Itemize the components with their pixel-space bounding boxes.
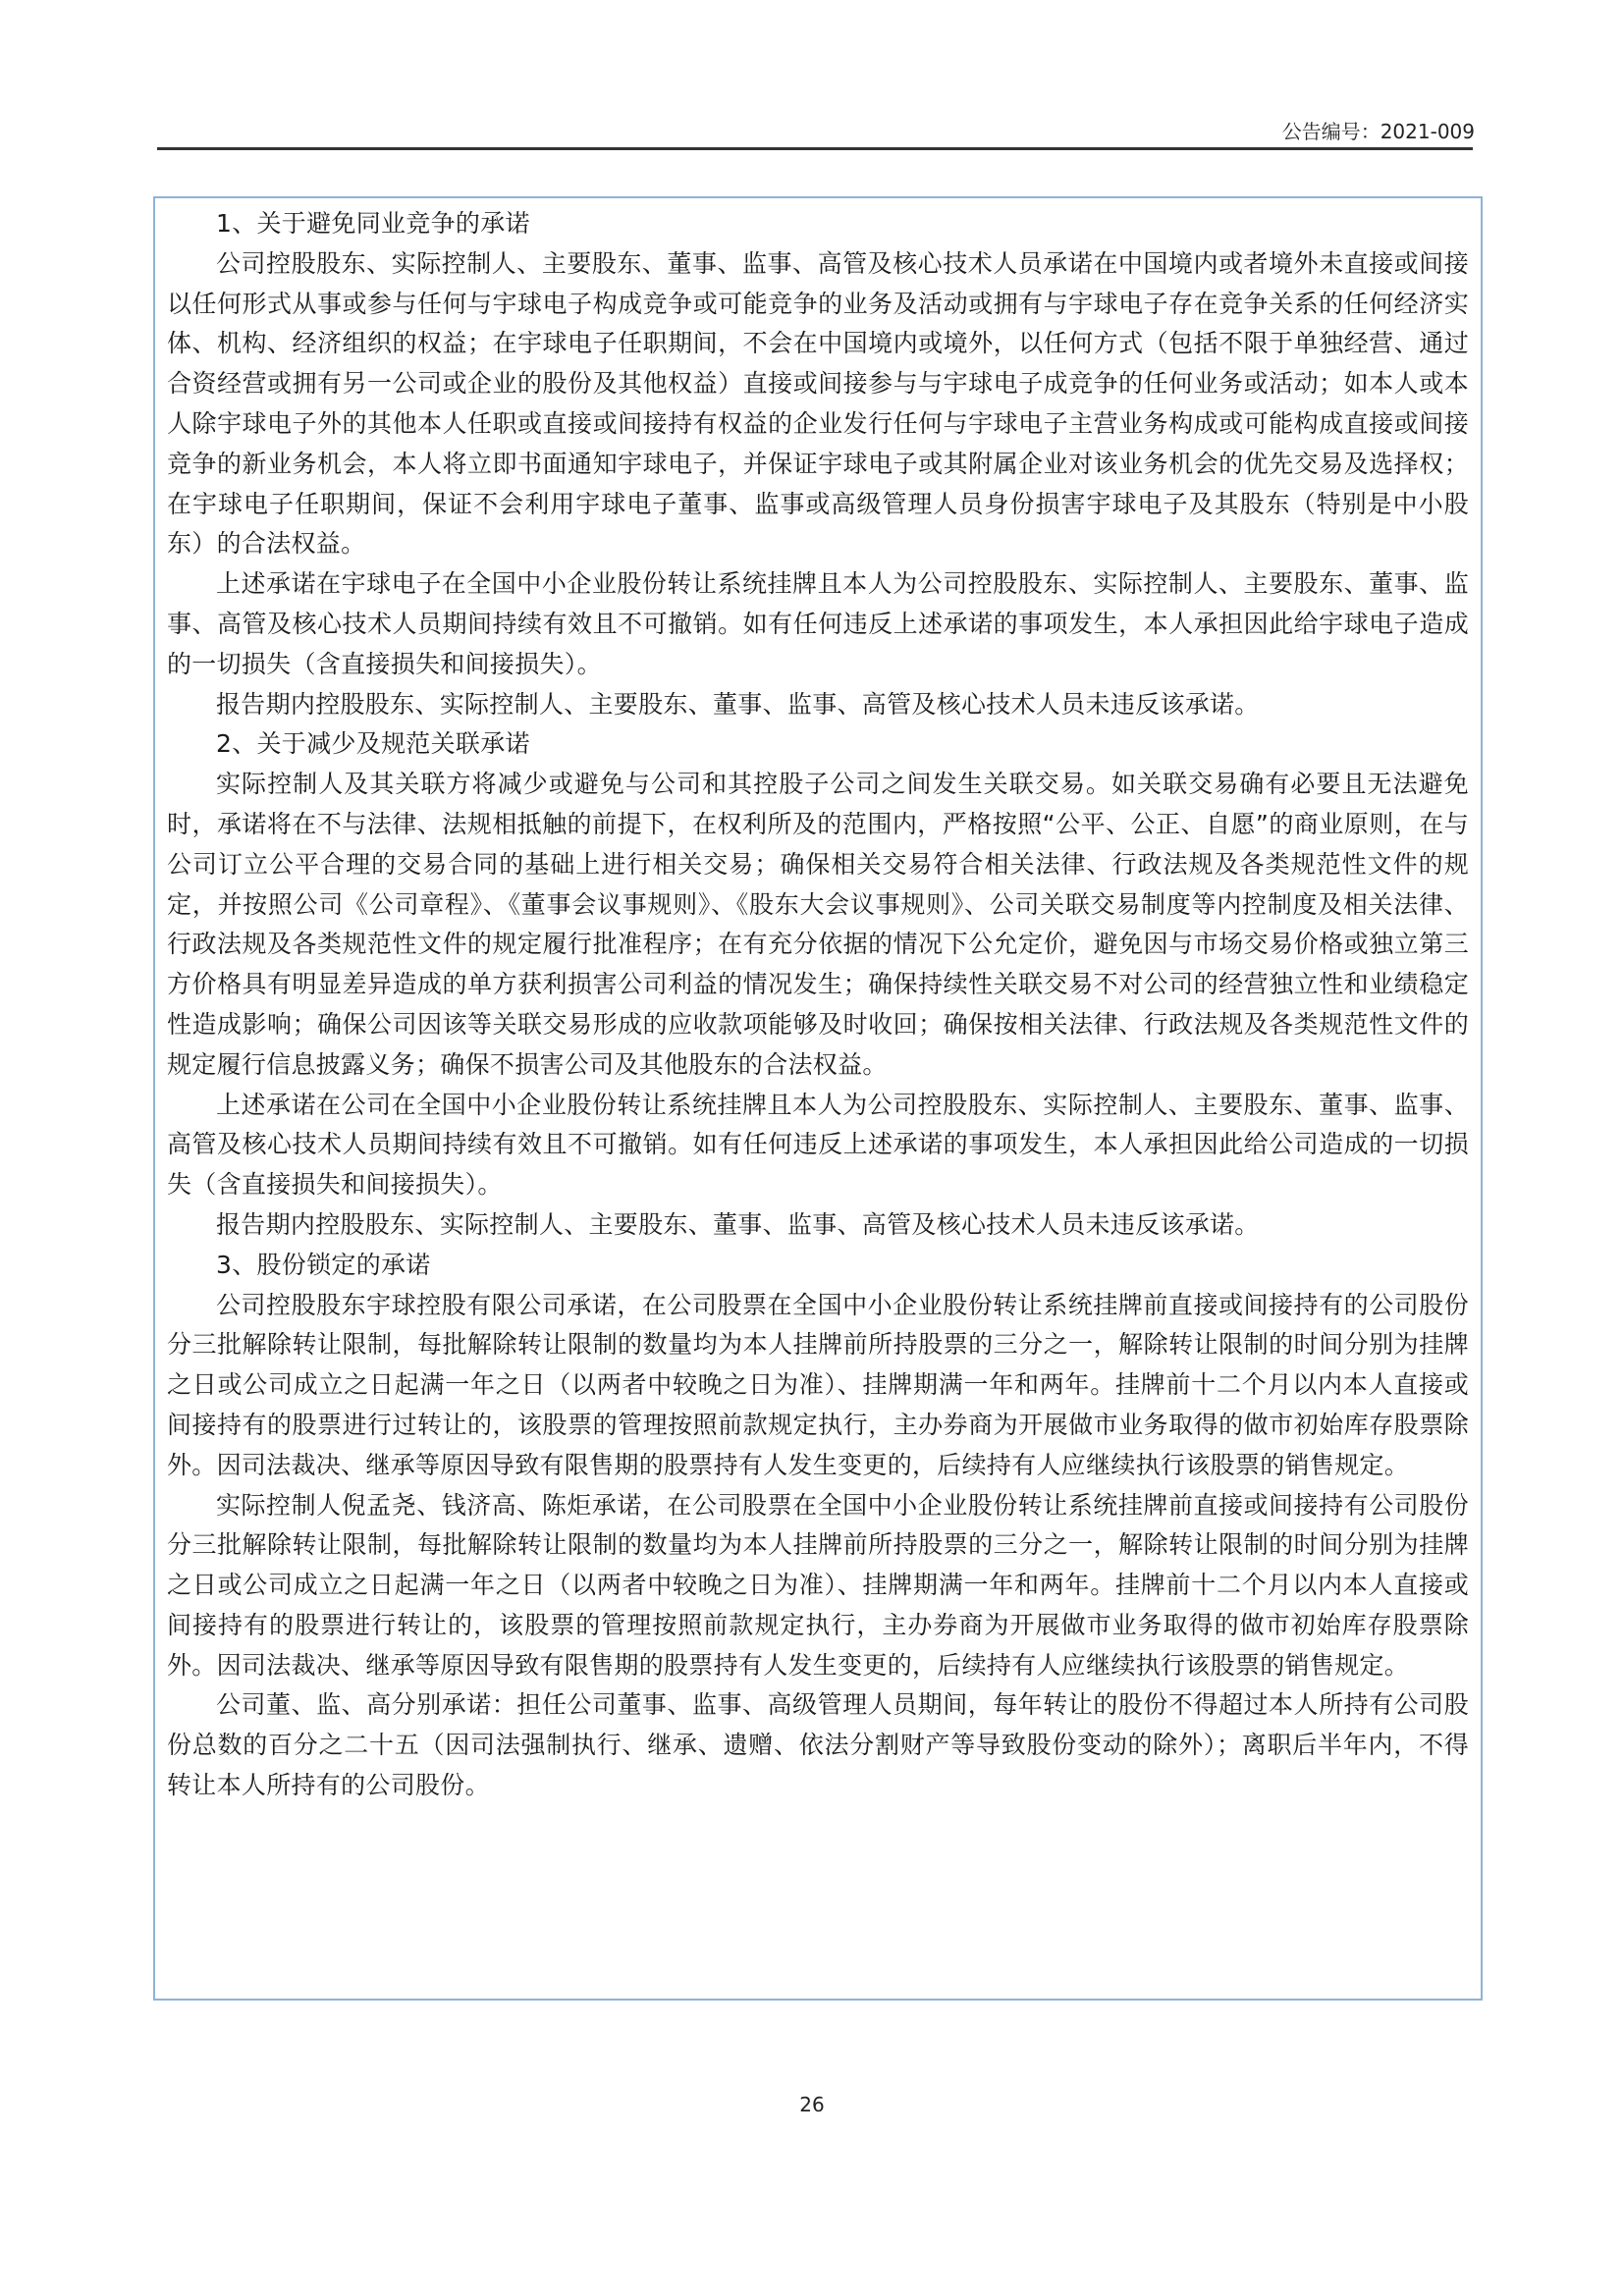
paragraph-related-transactions: 实际控制人及其关联方将减少或避免与公司和其控股子公司之间发生关联交易。如关联交易确有必要且无法避免时，承诺将在不与法律、法规相抵触的前提下，在权利所及的范围内，严格按照“公平、公正、自愿”的商业原则，在与公司订立公平合理的交易合同的基础上进行相关交易；确保相关交易符合相关法律、行政法规及各类规范性文件的规定，并按照公司《公司章程》、《董事会议事规则》、《股东大会议事规则》、公司关联交易制度等内控制度及相关法律、行政法规及各类规范性文件的规定履行批准程序；在有充分依据的情况下公允定价，避免因与市场交易价格或独立第三方价格具有明显差异造成的单方获利损害公司利益的情况发生；确保持续性关联交易不对公司的经营独立性和业绩稳定性造成影响；确保公司因该等关联交易形成的应收款项能够及时收回；确保按相关法律、行政法规及各类规范性文件的规定履行信息披露义务；确保不损害公司及其他股东的合法权益。 (167, 770, 1469, 1079)
paragraph-competition-compliance: 报告期内控股股东、实际控制人、主要股东、董事、监事、高管及核心技术人员未违反该承诺。 (216, 689, 1260, 719)
paragraph-related-compliance: 报告期内控股股东、实际控制人、主要股东、董事、监事、高管及核心技术人员未违反该承诺。 (216, 1209, 1260, 1239)
paragraph-competition-commitment: 公司控股股东、实际控制人、主要股东、董事、监事、高管及核心技术人员承诺在中国境内或者境外未直接或间接以任何形式从事或参与任何与宇球电子构成竞争或可能竞争的业务及活动或拥有与宇球电子存在竞争关系的任何经济实体、机构、经济组织的权益；在宇球电子任职期间，不会在中国境内或境外，以任何方式（包括不限于单独经营、通过合资经营或拥有另一公司或企业的股份及其他权益）直接或间接参与与宇球电子成竞争的任何业务或活动；如本人或本人除宇球电子外的其他本人任职或直接或间接持有权益的企业发行任何与宇球电子主营业务构成或可能构成直接或间接竞争的新业务机会，本人将立即书面通知宇球电子，并保证宇球电子或其附属企业对该业务机会的优先交易及选择权；在宇球电子任职期间，保证不会利用宇球电子董事、监事或高级管理人员身份损害宇球电子及其股东（特别是中小股东）的合法权益。 (167, 248, 1469, 559)
page-number: 26 (799, 2093, 825, 2116)
heading-competition-commitment: 1、关于避免同业竞争的承诺 (216, 209, 530, 238)
heading-related-transactions: 2、关于减少及规范关联承诺 (216, 729, 530, 759)
heading-share-lockup: 3、股份锁定的承诺 (216, 1250, 431, 1279)
commitments-text-box (153, 196, 1483, 2001)
paragraph-competition-validity: 上述承诺在宇球电子在全国中小企业股份转让系统挂牌且本人为公司控股股东、实际控制人、主要股东、董事、监事、高管及核心技术人员期间持续有效且不可撤销。如有任何违反上述承诺的事项发生，本人承担因此给宇球电子造成的一切损失（含直接损失和间接损失）。 (167, 569, 1469, 678)
paragraph-lockup-controlling-shareholder: 公司控股股东宇球控股有限公司承诺，在公司股票在全国中小企业股份转让系统挂牌前直接或间接持有的公司股份分三批解除转让限制，每批解除转让限制的数量均为本人挂牌前所持股票的三分之一，解除转让限制的时间分别为挂牌之日或公司成立之日起满一年之日（以两者中较晚之日为准）、挂牌期满一年和两年。挂牌前十二个月以内本人直接或间接持有的股票进行过转让的，该股票的管理按照前款规定执行，主办券商为开展做市业务取得的做市初始库存股票除外。因司法裁决、继承等原因导致有限售期的股票持有人发生变更的，后续持有人应继续执行该股票的销售规定。 (167, 1290, 1469, 1479)
paragraph-lockup-directors: 公司董、监、高分别承诺：担任公司董事、监事、高级管理人员期间，每年转让的股份不得超过本人所持有公司股份总数的百分之二十五（因司法强制执行、继承、遗赠、依法分割财产等导致股份变动的除外）；离职后半年内，不得转让本人所持有的公司股份。 (167, 1690, 1469, 1800)
announcement-code: 公告编号：2021-009 (1281, 120, 1475, 143)
header-divider (157, 147, 1473, 150)
paragraph-lockup-actual-controllers: 实际控制人倪孟尧、钱济高、陈炬承诺，在公司股票在全国中小企业股份转让系统挂牌前直接或间接持有公司股份分三批解除转让限制，每批解除转让限制的数量均为本人挂牌前所持股票的三分之一，解除转让限制的时间分别为挂牌之日或公司成立之日起满一年之日（以两者中较晚之日为准）、挂牌期满一年和两年。挂牌前十二个月以内本人直接或间接持有的股票进行转让的，该股票的管理按照前款规定执行，主办券商为开展做市业务取得的做市初始库存股票除外。因司法裁决、继承等原因导致有限售期的股票持有人发生变更的，后续持有人应继续执行该股票的销售规定。 (167, 1490, 1469, 1680)
paragraph-related-validity: 上述承诺在公司在全国中小企业股份转让系统挂牌且本人为公司控股股东、实际控制人、主要股东、董事、监事、高管及核心技术人员期间持续有效且不可撤销。如有任何违反上述承诺的事项发生，本人承担因此给公司造成的一切损失（含直接损失和间接损失）。 (167, 1090, 1469, 1200)
